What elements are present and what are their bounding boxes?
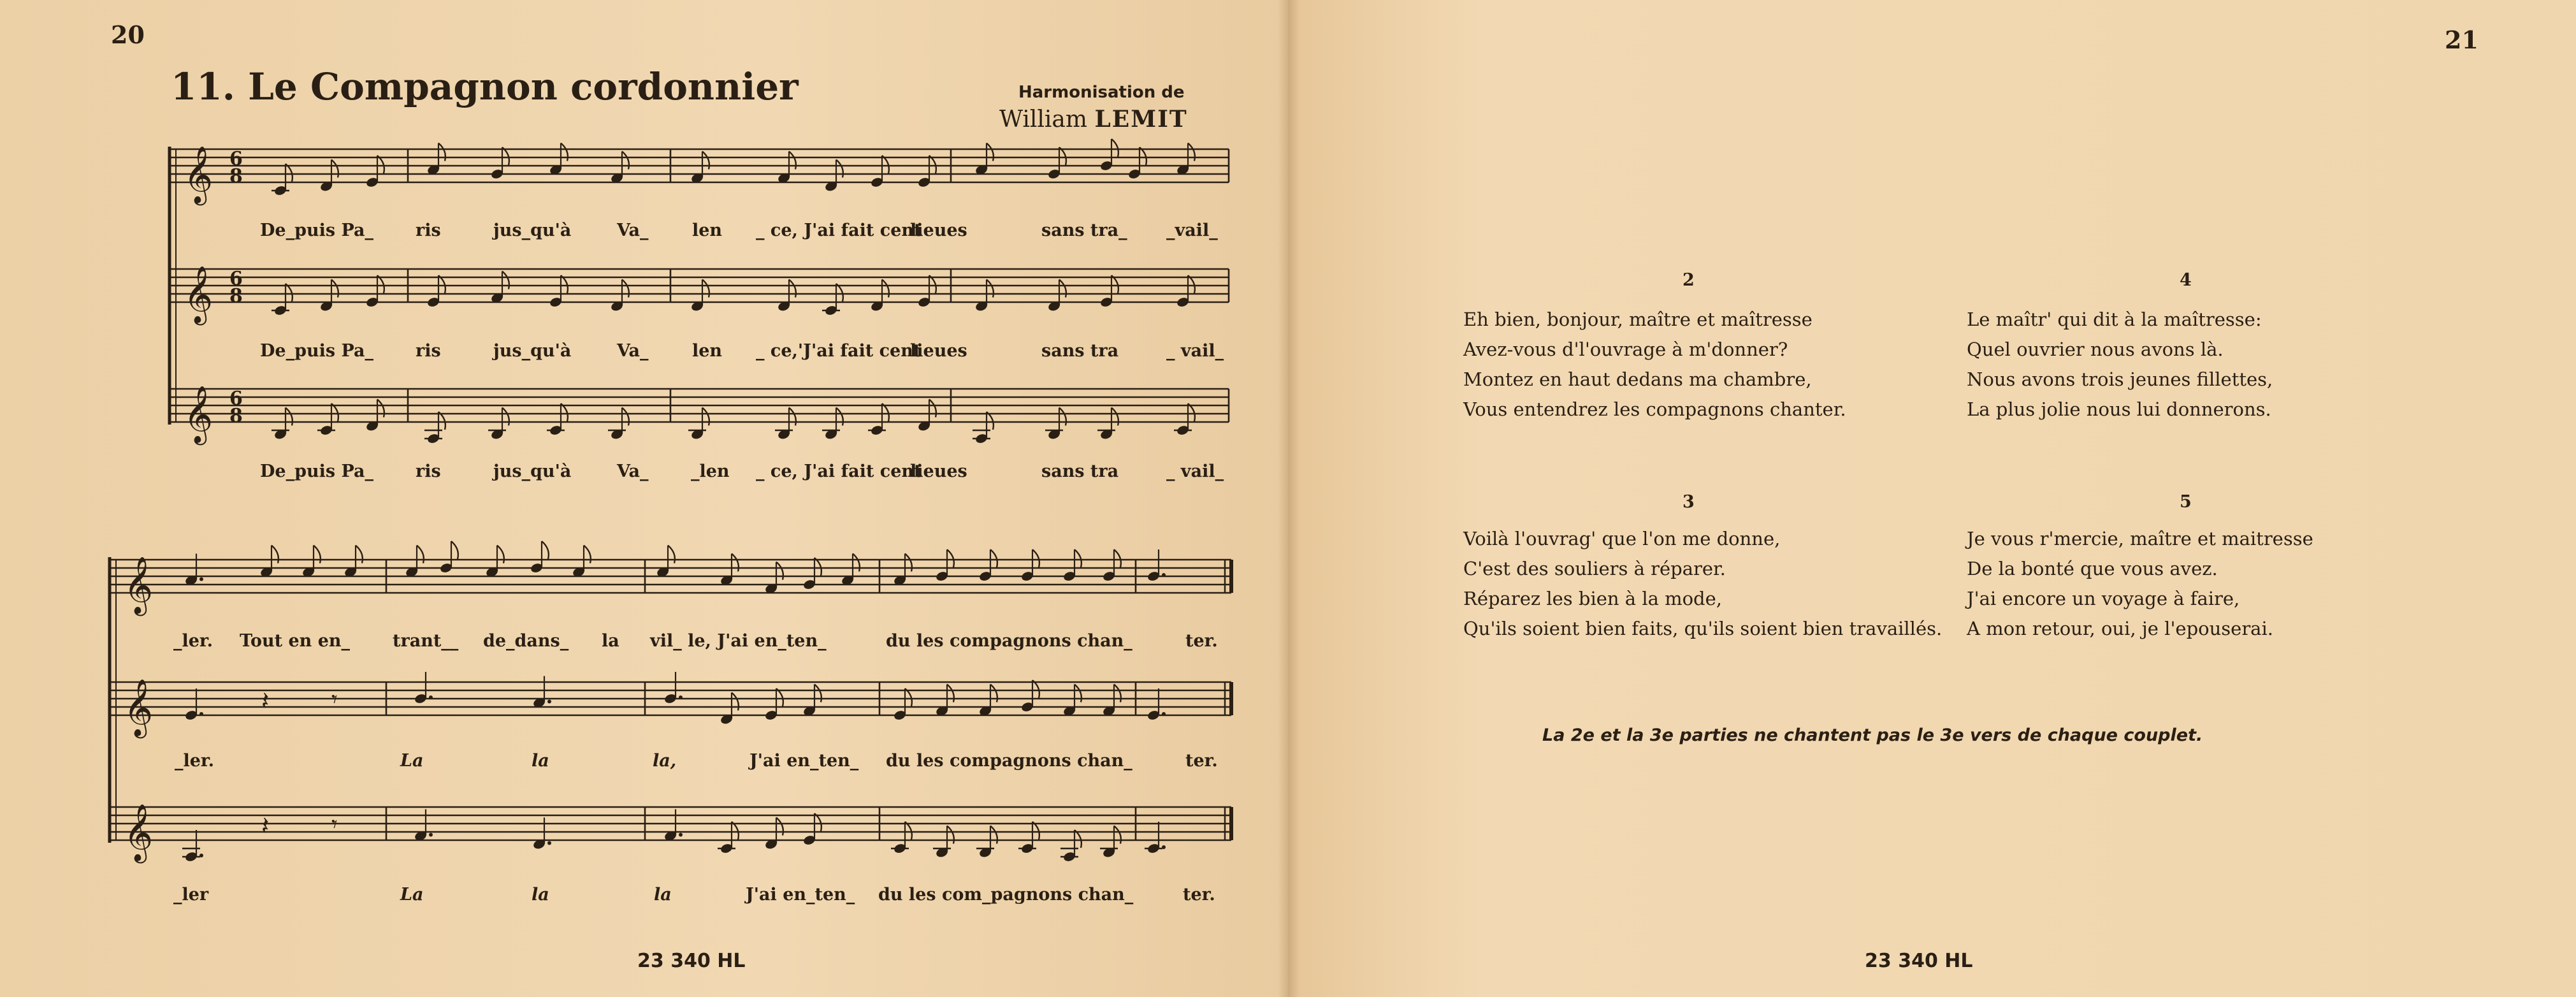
lyric-syllable: sans tra_ bbox=[1041, 221, 1127, 240]
lyric-syllable: sans tra bbox=[1041, 341, 1119, 361]
note-flag bbox=[1188, 143, 1195, 161]
lyric-syllable: Va_ bbox=[617, 341, 649, 361]
lyric-syllable: _vail_ bbox=[1166, 221, 1218, 240]
note-flag bbox=[814, 685, 821, 702]
note-flag bbox=[668, 546, 675, 564]
note-flag bbox=[561, 143, 568, 161]
note-flag bbox=[702, 152, 709, 170]
performance-note: La 2e et la 3e parties ne chantent pas le 3e vers de chaque couplet. bbox=[1542, 725, 2203, 745]
lyric-syllable: ris bbox=[416, 462, 441, 481]
note-flag bbox=[947, 685, 954, 702]
note-flag bbox=[1032, 549, 1039, 567]
lyric-syllable: len bbox=[692, 341, 723, 361]
lyric-syllable: de_dans_ bbox=[483, 631, 569, 651]
verse-line: Voilà l'ouvrag' que l'on me donne, bbox=[1463, 528, 1781, 549]
note-flag bbox=[905, 554, 912, 572]
verse-line: Qu'ils soient bien faits, qu'ils soient bien travaillés. bbox=[1463, 618, 1943, 639]
lyric-syllable: jus_qu'à bbox=[493, 341, 572, 361]
note-flag bbox=[987, 280, 994, 298]
verse-line: J'ai encore un voyage à faire, bbox=[1967, 588, 2240, 609]
note-flag bbox=[776, 818, 783, 836]
verse-line: Vous entendrez les compagnons chanter. bbox=[1463, 398, 1846, 420]
quarter-rest: 𝄽 bbox=[261, 687, 270, 716]
note-flag bbox=[1114, 549, 1121, 567]
note-flag bbox=[836, 160, 843, 178]
lyric-syllable: du les com_pagnons chan_ bbox=[878, 885, 1134, 905]
note-flag bbox=[882, 280, 889, 298]
augmentation-dot bbox=[199, 712, 203, 716]
note-flag bbox=[732, 554, 739, 572]
verse-line: De la bonté que vous avez. bbox=[1967, 558, 2218, 579]
verse-line: Réparez les bien à la mode, bbox=[1463, 588, 1722, 609]
verse-line: Quel ouvrier nous avons là. bbox=[1967, 338, 2224, 360]
lyric-syllable: La bbox=[400, 885, 424, 905]
lyric-syllable: lieues bbox=[910, 462, 967, 481]
lyric-syllable: _ vail_ bbox=[1166, 462, 1224, 481]
page-number-left: 20 bbox=[111, 20, 145, 49]
lyric-syllable: ter. bbox=[1185, 631, 1218, 651]
lyric-syllable: la, bbox=[653, 751, 677, 771]
note-flag bbox=[584, 546, 591, 564]
lyric-syllable: De_puis Pa_ bbox=[260, 341, 374, 361]
music-score bbox=[0, 0, 1275, 997]
time-signature-denominator: 8 bbox=[229, 285, 243, 307]
augmentation-dot bbox=[547, 700, 551, 704]
lyric-syllable: ris bbox=[416, 221, 441, 240]
time-signature-numerator: 6 bbox=[229, 268, 243, 290]
harmonisation-label: Harmonisation de bbox=[1018, 83, 1185, 102]
note-flag bbox=[377, 275, 384, 293]
song-title: 11. Le Compagnon cordonnier bbox=[171, 65, 799, 108]
note-flag bbox=[1075, 685, 1082, 702]
verse-number: 5 bbox=[2180, 492, 2192, 512]
augmentation-dot bbox=[1162, 845, 1166, 849]
lyric-syllable: J'ai en_ten_ bbox=[749, 751, 859, 771]
note-flag bbox=[929, 400, 936, 418]
note-flag bbox=[438, 275, 445, 293]
augmentation-dot bbox=[679, 695, 683, 699]
treble-clef: 𝄞 bbox=[124, 557, 154, 614]
treble-clef: 𝄞 bbox=[124, 679, 154, 736]
augmentation-dot bbox=[1162, 573, 1166, 577]
augmentation-dot bbox=[1162, 712, 1166, 716]
note-flag bbox=[542, 541, 549, 559]
lyric-syllable: Va_ bbox=[617, 462, 649, 481]
note-flag bbox=[1111, 139, 1118, 157]
arranger-last-name: LEMIT bbox=[1094, 106, 1188, 133]
book-gutter bbox=[1278, 0, 1299, 997]
note-flag bbox=[356, 546, 363, 564]
note-flag bbox=[417, 546, 424, 564]
treble-clef: 𝄞 bbox=[184, 146, 213, 203]
note-flag bbox=[836, 284, 843, 302]
augmentation-dot bbox=[199, 578, 203, 581]
verse-line: A mon retour, oui, je l'epouserai. bbox=[1967, 618, 2273, 639]
verse-line: C'est des souliers à réparer. bbox=[1463, 558, 1726, 579]
quarter-rest: 𝄽 bbox=[261, 811, 270, 841]
verse-2 bbox=[1463, 305, 1846, 425]
lyric-syllable: ter. bbox=[1183, 885, 1215, 905]
note-flag bbox=[1188, 275, 1195, 293]
note-flag bbox=[561, 275, 568, 293]
lyric-syllable: Va_ bbox=[617, 221, 649, 240]
lyric-syllable: ter. bbox=[1185, 751, 1218, 771]
time-signature-numerator: 6 bbox=[229, 388, 243, 410]
lyric-syllable: _ler bbox=[173, 885, 209, 905]
lyric-syllable: la bbox=[602, 631, 619, 651]
lyric-syllable: _ vail_ bbox=[1166, 341, 1224, 361]
lyric-syllable: du les compagnons chan_ bbox=[886, 751, 1132, 771]
verse-3 bbox=[1463, 524, 1942, 644]
note-flag bbox=[947, 826, 954, 844]
augmentation-dot bbox=[429, 833, 433, 837]
verse-line: Le maîtr' qui dit à la maîtresse: bbox=[1967, 309, 2262, 330]
verse-line: La plus jolie nous lui donnerons. bbox=[1967, 398, 2271, 420]
lyric-syllable: la bbox=[532, 885, 549, 905]
note-flag bbox=[789, 280, 796, 298]
lyric-syllable: la bbox=[654, 885, 672, 905]
eighth-rest: 𝄾 bbox=[331, 687, 338, 713]
note-flag bbox=[702, 408, 709, 426]
time-signature-denominator: 8 bbox=[229, 405, 243, 427]
verse-number: 2 bbox=[1682, 270, 1695, 290]
lyric-syllable: trant__ bbox=[393, 631, 459, 651]
note-flag bbox=[502, 272, 509, 289]
lyric-syllable: La bbox=[400, 751, 424, 771]
lyric-syllable: ris bbox=[416, 341, 441, 361]
treble-clef: 𝄞 bbox=[184, 386, 213, 443]
note-flag bbox=[286, 164, 293, 182]
note-flag bbox=[732, 693, 739, 711]
lyric-syllable: lieues bbox=[910, 221, 967, 240]
note-flag bbox=[990, 685, 997, 702]
note-flag bbox=[1075, 549, 1082, 567]
note-flag bbox=[331, 280, 338, 298]
note-flag bbox=[622, 152, 629, 170]
verse-number: 3 bbox=[1682, 492, 1695, 512]
note-flag bbox=[836, 408, 843, 426]
note-flag bbox=[789, 408, 796, 426]
lyric-syllable: Tout en en_ bbox=[240, 631, 351, 651]
lyric-syllable: jus_qu'à bbox=[493, 462, 572, 481]
note-flag bbox=[1114, 685, 1121, 702]
note-flag bbox=[286, 408, 293, 426]
note-flag bbox=[1114, 826, 1121, 844]
note-flag bbox=[947, 549, 954, 567]
note-flag bbox=[1111, 408, 1118, 426]
note-flag bbox=[990, 826, 997, 844]
lyric-syllable: la bbox=[532, 751, 549, 771]
augmentation-dot bbox=[679, 833, 683, 837]
lyric-syllable: sans tra bbox=[1041, 462, 1119, 481]
note-flag bbox=[1111, 275, 1118, 293]
eighth-rest: 𝄾 bbox=[331, 811, 338, 838]
lyric-syllable: _len bbox=[691, 462, 730, 481]
note-flag bbox=[497, 546, 504, 564]
verse-number: 4 bbox=[2180, 270, 2192, 290]
verse-line: Nous avons trois jeunes fillettes, bbox=[1967, 368, 2273, 390]
note-flag bbox=[702, 280, 709, 298]
note-flag bbox=[286, 284, 293, 302]
lyric-syllable: _ ce, J'ai fait cent bbox=[756, 221, 922, 240]
note-flag bbox=[1059, 408, 1066, 426]
note-flag bbox=[377, 400, 384, 418]
lyric-syllable: _ler. bbox=[175, 751, 215, 771]
verse-line: Eh bien, bonjour, maître et maîtresse bbox=[1463, 309, 1813, 330]
note-flag bbox=[622, 408, 629, 426]
lyric-syllable: _ ce, J'ai fait cent bbox=[756, 462, 922, 481]
time-signature-denominator: 8 bbox=[229, 165, 243, 187]
note-flag bbox=[987, 143, 994, 161]
lyric-syllable: De_puis Pa_ bbox=[260, 462, 374, 481]
note-flag bbox=[622, 280, 629, 298]
note-flag bbox=[990, 549, 997, 567]
page-number-right: 21 bbox=[2445, 25, 2478, 54]
augmentation-dot bbox=[429, 695, 433, 699]
arranger-first-name: William bbox=[999, 106, 1088, 133]
lyric-syllable: vil_ le, J'ai en_ten_ bbox=[650, 631, 827, 651]
note-flag bbox=[331, 160, 338, 178]
verse-4 bbox=[1967, 305, 2273, 425]
note-flag bbox=[438, 143, 445, 161]
note-flag bbox=[451, 541, 458, 559]
lyric-syllable: len bbox=[692, 221, 723, 240]
note-flag bbox=[776, 562, 783, 580]
treble-clef: 𝄞 bbox=[184, 266, 213, 323]
lyric-syllable: jus_qu'à bbox=[493, 221, 572, 240]
note-flag bbox=[314, 546, 321, 564]
lyric-syllable: _ler. bbox=[173, 631, 213, 651]
treble-clef: 𝄞 bbox=[124, 804, 154, 861]
note-flag bbox=[502, 408, 509, 426]
lyric-syllable: De_puis Pa_ bbox=[260, 221, 374, 240]
augmentation-dot bbox=[547, 841, 551, 845]
lyric-syllable: J'ai en_ten_ bbox=[746, 885, 855, 905]
catalog-number-left: 23 340 HL bbox=[637, 950, 746, 972]
note-flag bbox=[1059, 280, 1066, 298]
note-flag bbox=[853, 554, 860, 572]
note-flag bbox=[929, 275, 936, 293]
verse-line: Montez en haut dedans ma chambre, bbox=[1463, 368, 1812, 390]
augmentation-dot bbox=[199, 854, 203, 857]
lyric-syllable: _ ce,'J'ai fait cent bbox=[756, 341, 922, 361]
right-page bbox=[1288, 0, 2576, 997]
note-flag bbox=[789, 152, 796, 170]
catalog-number-right: 23 340 HL bbox=[1865, 950, 1973, 972]
lyric-syllable: lieues bbox=[910, 341, 967, 361]
verse-line: Je vous r'mercie, maître et maitresse bbox=[1967, 528, 2313, 549]
verse-line: Avez-vous d'l'ouvrage à m'donner? bbox=[1463, 338, 1788, 360]
verse-5 bbox=[1967, 524, 2313, 644]
time-signature-numerator: 6 bbox=[229, 148, 243, 170]
note-flag bbox=[271, 546, 279, 564]
lyric-syllable: du les compagnons chan_ bbox=[886, 631, 1132, 651]
